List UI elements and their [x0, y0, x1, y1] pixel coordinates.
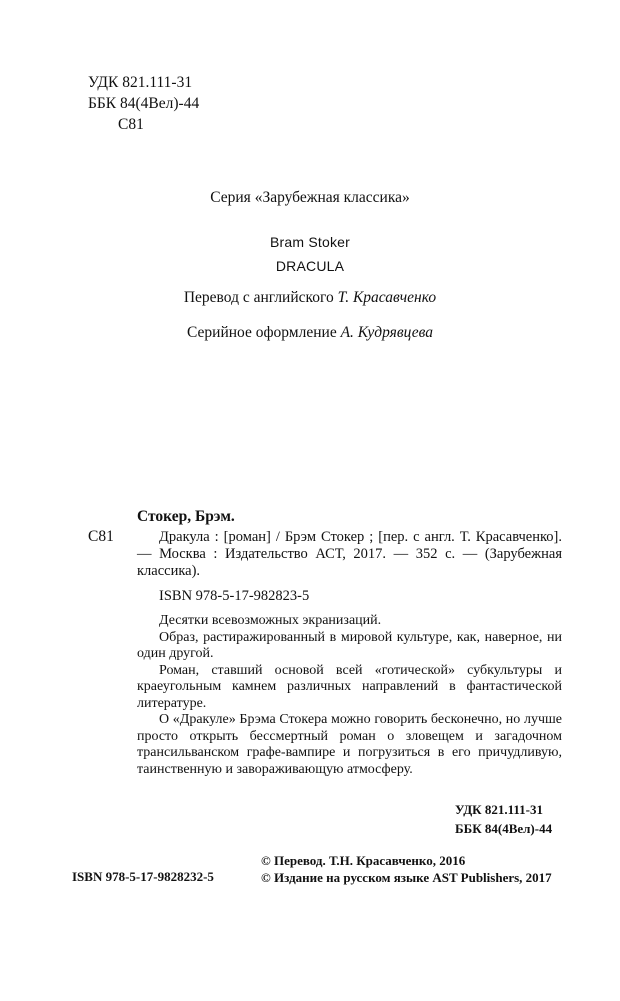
card-isbn: ISBN 978-5-17-982823-5 — [159, 588, 310, 604]
copyright-translation: © Перевод. Т.Н. Красавченко, 2016 — [261, 853, 466, 868]
original-title: DRACULA — [275, 258, 345, 274]
card-author-mark: С81 — [88, 528, 114, 545]
bibliographic-description: Дракула : [роман] / Брэм Стокер ; [пер. с англ. Т. Красавченко]. — Москва : Издательство АСТ, 2017. — 352 с. — (Зарубежная классика). — [137, 529, 562, 579]
udk-code: УДК 821.111-31 — [88, 74, 193, 91]
design-credit — [0, 323, 620, 343]
bottom-bbk-code: ББК 84(4Вел)-44 — [455, 821, 553, 836]
annotation-paragraph: О «Дракуле» Брэма Стокера можно говорить бесконечно, но лучше просто открыть бессмертный роман о зловещем и загадочном трансильванском графе-вампире и погрузиться в его причудливую, таинственную и завораживающую атмосферу. — [137, 712, 562, 777]
author-mark: С81 — [118, 116, 144, 133]
designer-name: А. Кудрявцева — [340, 324, 433, 341]
original-author: Bram Stoker — [270, 234, 350, 250]
annotation-paragraph: Десятки всевозможных экранизаций. — [159, 613, 382, 628]
bottom-udk-code: УДК 821.111-31 — [455, 802, 543, 817]
card-author: Стокер, Брэм. — [137, 508, 235, 525]
copyright-edition: © Издание на русском языке AST Publishers, 2017 — [261, 870, 552, 885]
bottom-classification-codes — [455, 800, 552, 838]
copyright-block — [261, 852, 552, 886]
translation-prefix: Перевод с английского — [183, 289, 334, 306]
annotation — [137, 613, 562, 778]
design-prefix: Серийное оформление — [187, 324, 337, 341]
annotation-paragraph: Образ, растиражированный в мировой культуре, как, наверное, ни один другой. — [137, 629, 562, 661]
classification-codes — [88, 72, 199, 135]
annotation-paragraph: Роман, ставший основой всей «готической» субкультуры и краеугольным камнем различных направлений в фантастической литературе. — [137, 662, 562, 711]
catalog-card — [137, 508, 562, 605]
series-line: Серия «Зарубежная классика» — [210, 189, 410, 206]
translator-name: Т. Красавченко — [337, 289, 437, 306]
bbk-code: ББК 84(4Вел)-44 — [88, 95, 200, 112]
isbn-bottom: ISBN 978-5-17-9828232-5 — [72, 869, 214, 884]
translation-credit — [0, 288, 620, 308]
